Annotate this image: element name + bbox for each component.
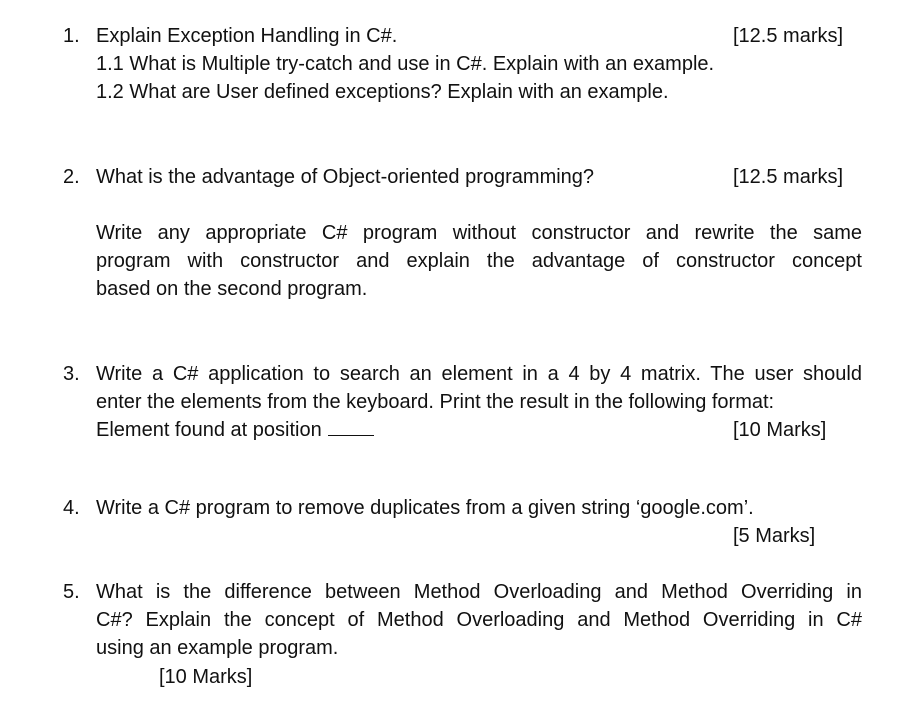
question-number: 4.	[63, 497, 80, 519]
question-title: Explain Exception Handling in C#.	[96, 25, 398, 47]
question-number: 1.	[63, 25, 80, 47]
answer-format-line	[96, 418, 374, 442]
marks-label: [5 Marks]	[733, 525, 816, 547]
body-line: program with constructor and explain the advantage of constructor concept	[96, 250, 862, 272]
marks-label: [10 Marks]	[733, 419, 827, 441]
body-line: based on the second program.	[96, 278, 368, 300]
body-line: Write any appropriate C# program without constructor and rewrite the same	[96, 222, 862, 244]
question-number: 2.	[63, 166, 80, 188]
body-line: enter the elements from the keyboard. Print the result in the following format:	[96, 391, 775, 413]
question-number: 5.	[63, 581, 80, 603]
answer-blank	[328, 421, 374, 436]
answer-format-text: Element found at position	[96, 419, 322, 441]
marks-label: [10 Marks]	[159, 666, 253, 688]
body-line: C#? Explain the concept of Method Overloading and Method Overriding in C#	[96, 609, 862, 631]
subpart-1-2: 1.2 What are User defined exceptions? Explain with an example.	[96, 81, 669, 103]
question-title: Write a C# program to remove duplicates from a given string ‘google.com’.	[96, 497, 754, 519]
subpart-1-1: 1.1 What is Multiple try-catch and use in C#. Explain with an example.	[96, 53, 715, 75]
question-number: 3.	[63, 363, 80, 385]
body-line: using an example program.	[96, 637, 339, 659]
marks-label: [12.5 marks]	[733, 25, 844, 47]
body-line: Write a C# application to search an element in a 4 by 4 matrix. The user should	[96, 363, 862, 385]
body-line: What is the difference between Method Overloading and Method Overriding in	[96, 581, 862, 603]
question-title: What is the advantage of Object-oriented programming?	[96, 166, 595, 188]
marks-label: [12.5 marks]	[733, 166, 844, 188]
